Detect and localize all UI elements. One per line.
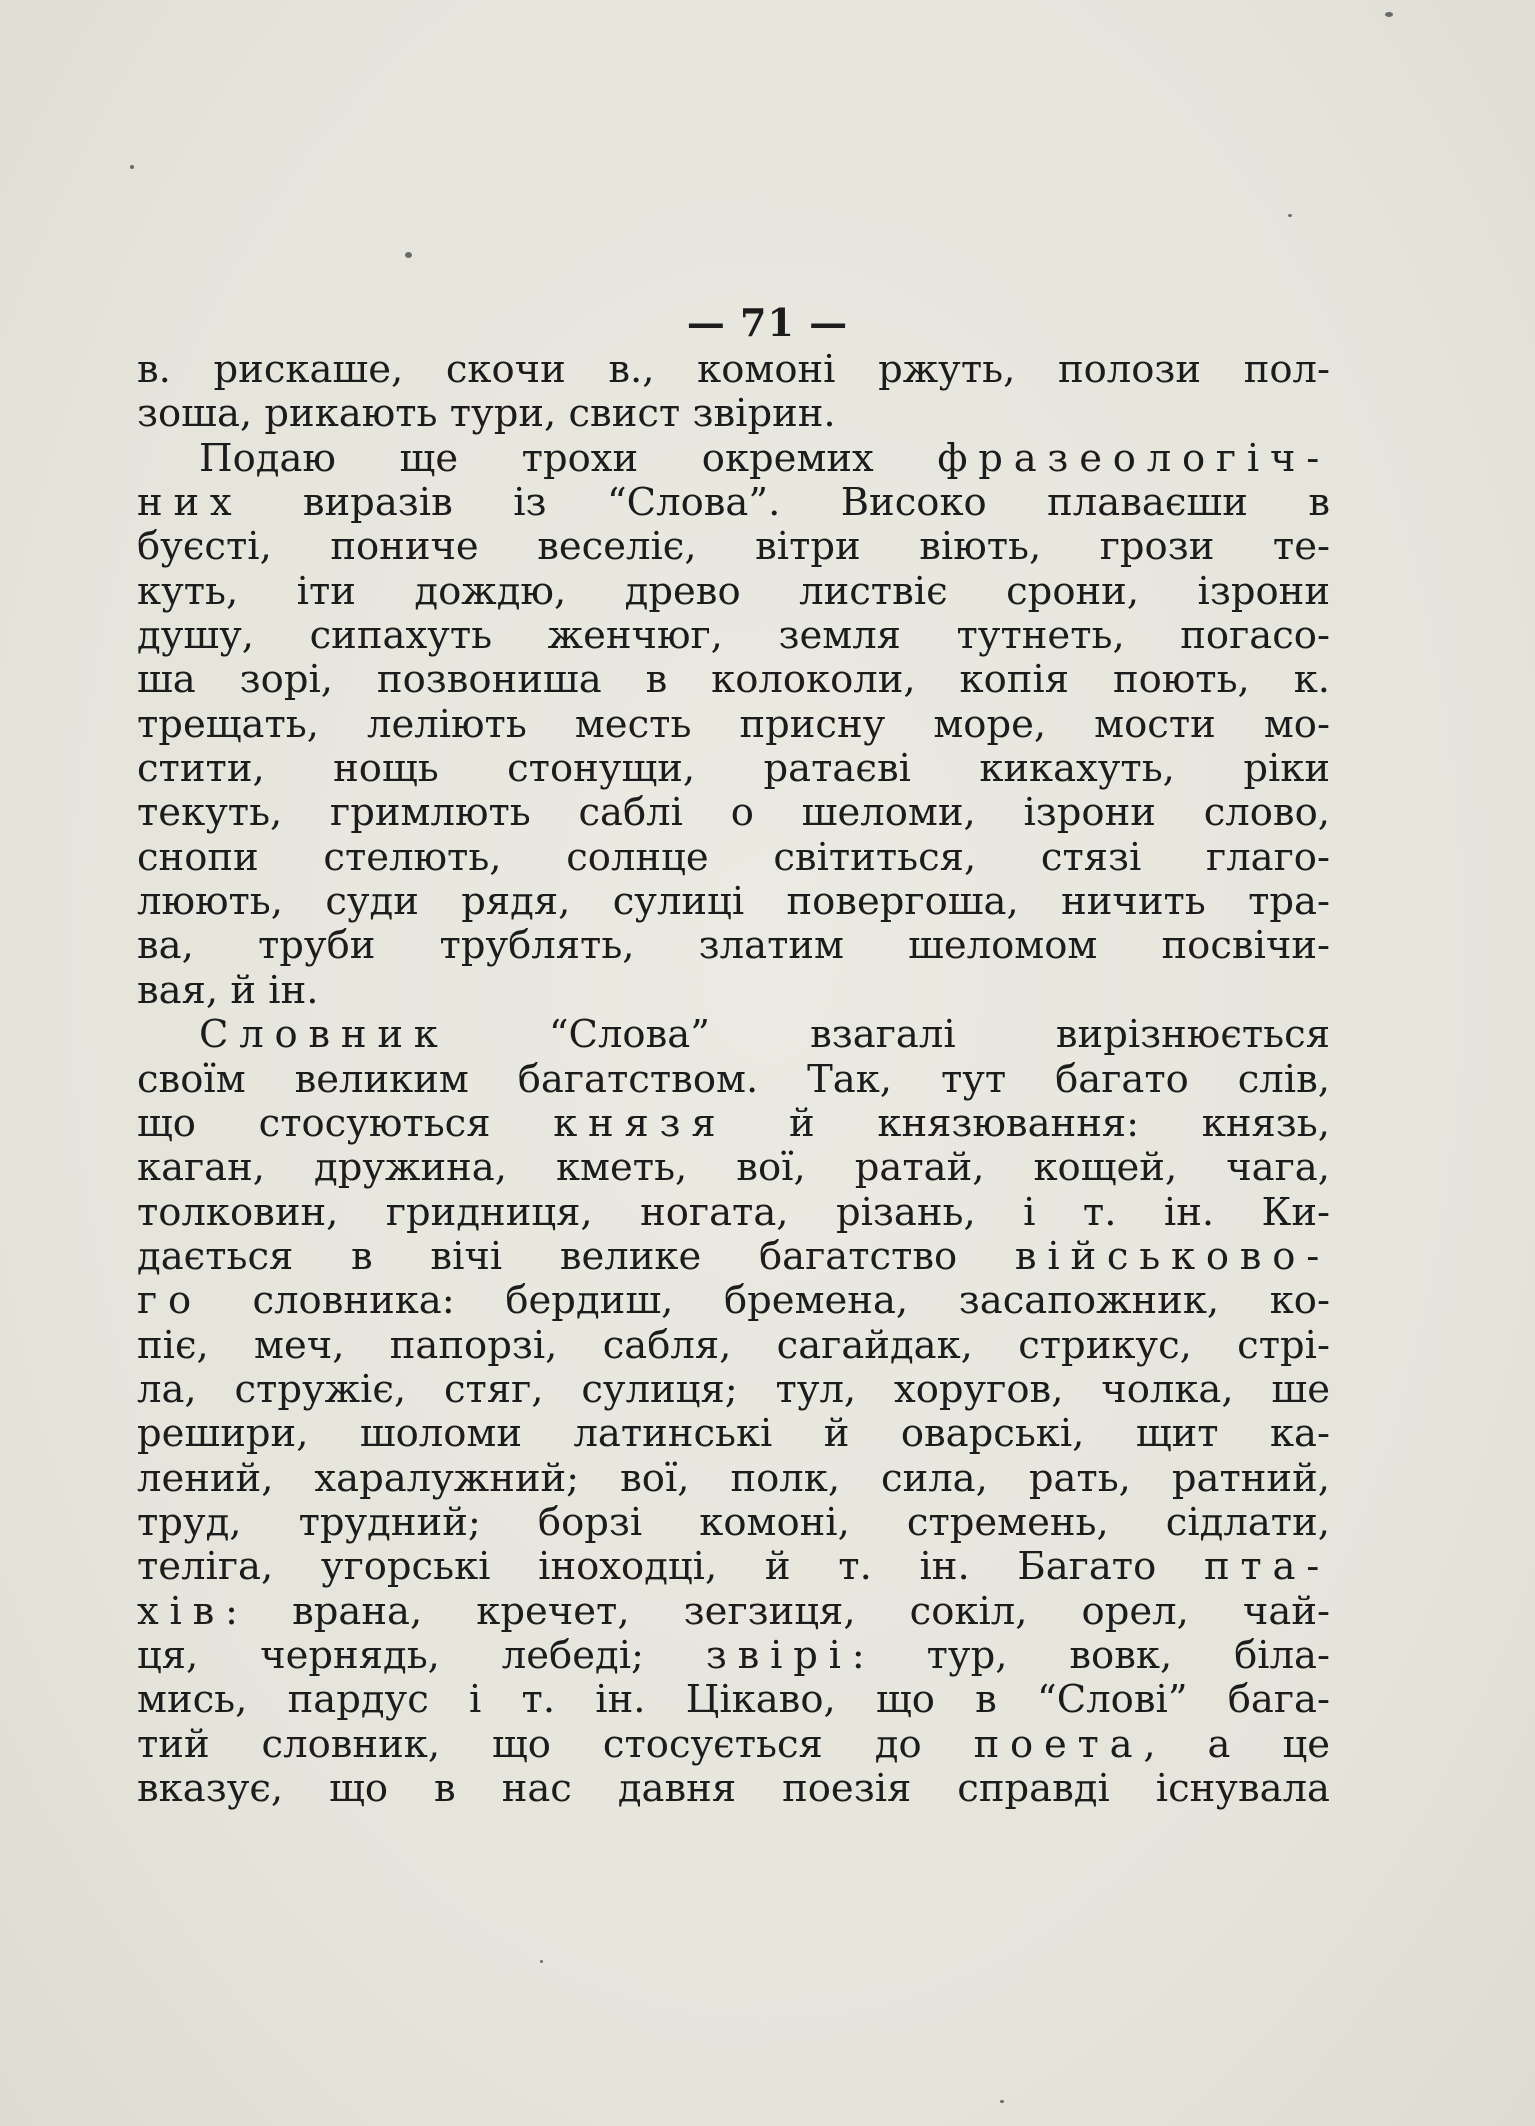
text-line: душу, сипахуть женчюг, земля тутнеть, погасо-	[137, 613, 1330, 659]
text-line: ва, труби трублять, златим шеломом посвічи-	[137, 923, 1330, 969]
text-line: труд, трудний; борзі комоні, стремень, сідлати,	[137, 1499, 1330, 1545]
text-line: ла, стружіє, стяг, сулиця; тул, хоругов, чолка, ше	[137, 1366, 1330, 1412]
spaced-term: них	[137, 480, 243, 526]
text-line: що стосуються князя й князювання: князь,	[137, 1100, 1330, 1146]
text-line: го словника: бердиш, бремена, засапожник, ко-	[137, 1278, 1330, 1324]
spaced-term: хів	[137, 1588, 226, 1634]
scan-speck	[540, 1960, 543, 1963]
text-line: теліга, угорські іноходці, й т. ін. Багато пта-	[137, 1544, 1330, 1590]
scan-speck	[1385, 12, 1393, 17]
spaced-term: пта-	[1203, 1544, 1330, 1590]
text-line: мись, пардус і т. ін. Цікаво, що в “Слові” бага-	[137, 1677, 1330, 1723]
text-line: ця, чернядь, лебеді; звірі: тур, вовк, біла-	[137, 1632, 1330, 1678]
text-line: снопи стелють, солнце світиться, стязі глаго-	[137, 834, 1330, 880]
scan-speck	[405, 252, 412, 258]
text-line: Подаю ще трохи окремих фразеологіч-	[199, 435, 1330, 481]
page-number: — 71 —	[686, 300, 849, 345]
text-line: куть, іти дождю, древо листвіє срони, ізрони	[137, 568, 1330, 614]
scan-speck	[130, 165, 134, 169]
text-line: хів: врана, кречет, зегзиця, сокіл, орел, чай-	[137, 1588, 1330, 1634]
text-line: них виразів із “Слова”. Високо плаваєши в	[137, 480, 1330, 526]
text-line: каган, дружина, кметь, вої, ратай, кощей, чага,	[137, 1145, 1330, 1191]
text-line: зоша, рикають тури, свист звірин.	[137, 391, 836, 437]
text-line: трещать, леліють месть присну море, мости мо-	[137, 701, 1330, 747]
spaced-term: Словник	[199, 1012, 449, 1058]
text-line: решири, шоломи латинські й оварські, щит ка-	[137, 1411, 1330, 1457]
text-line: тий словник, що стосується до поета, а це	[137, 1721, 1330, 1767]
text-line: Словник “Слова” взагалі вирізнюється	[199, 1012, 1330, 1058]
text-line: буєсті, пониче веселіє, вітри віють, грози те-	[137, 524, 1330, 570]
spaced-term: фразеологіч-	[937, 435, 1330, 481]
text-line: стити, нощь стонущи, ратаєві кикахуть, ріки	[137, 746, 1330, 792]
text-line: в. рискаше, скочи в., комоні ржуть, полози пол-	[137, 347, 1330, 392]
scan-speck	[1288, 214, 1292, 217]
spaced-term: поета	[973, 1721, 1144, 1767]
body-text	[137, 348, 1330, 1811]
text-line: дається в вічі велике багатство військово-	[137, 1233, 1330, 1279]
spaced-term: військово-	[1014, 1233, 1330, 1279]
spaced-term: князя	[553, 1100, 727, 1146]
text-line: своїм великим багатством. Так, тут багато слів,	[137, 1056, 1330, 1102]
text-line: вказує, що в нас давня поезія справді існувала	[137, 1766, 1330, 1811]
spaced-term: звірі	[705, 1632, 852, 1678]
text-line: піє, меч, папорзі, сабля, сагайдак, стрикус, стрі-	[137, 1322, 1330, 1368]
scan-speck	[1000, 2100, 1004, 2103]
text-line: лений, харалужний; вої, полк, сила, рать, ратний,	[137, 1455, 1330, 1501]
text-line: толковин, гридниця, ногата, різань, і т. ін. Ки-	[137, 1189, 1330, 1235]
spaced-term: го	[137, 1278, 202, 1324]
text-line: вая, й ін.	[137, 967, 319, 1013]
text-line: текуть, гримлють саблі о шеломи, ізрони слово,	[137, 790, 1330, 836]
text-line: люють, суди рядя, сулиці повергоша, ничить тра-	[137, 879, 1330, 925]
text-line: ша зорі, позвониша в колоколи, копія поють, к.	[137, 657, 1330, 703]
